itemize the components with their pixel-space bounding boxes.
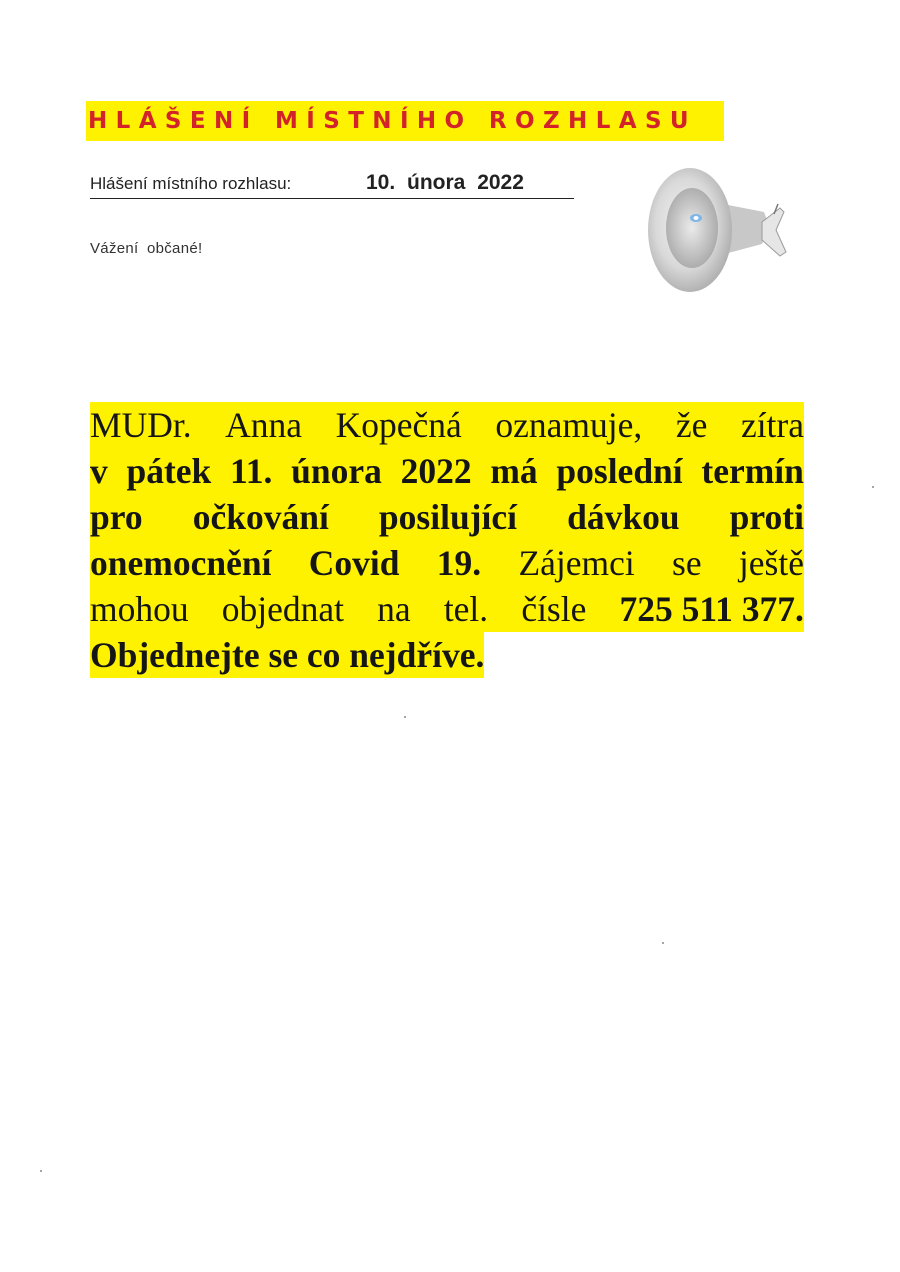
announcement-line-3 [90,494,804,540]
word: onemocnění [90,543,272,583]
word: objednat [221,589,345,629]
word: posilující [378,497,517,537]
closing-sentence: Objednejte se co nejdříve. [90,632,484,678]
date-label: Hlášení místního rozhlasu: [90,174,292,193]
announcement [90,402,804,678]
word: že [675,405,708,445]
announcement-line-6 [90,632,804,678]
scan-speck [872,486,874,488]
word: Anna [225,405,303,445]
word: pro [90,497,143,537]
word: čísle [521,589,587,629]
word: tel. [443,589,489,629]
phone-number: 725 511 377. [619,589,804,629]
word: má [490,451,538,491]
page-title: HLÁŠENÍ MÍSTNÍHO ROZHLASU [86,101,724,141]
word: Kopečná [335,405,462,445]
word: 11. [230,451,273,491]
word: MUDr. [90,405,192,445]
word: termín [701,451,804,491]
word: pátek [126,451,212,491]
word: Zájemci [518,543,635,583]
word: února [291,451,382,491]
word: oznamuje, [495,405,643,445]
scan-speck [40,1170,42,1172]
megaphone-icon [644,160,794,300]
word: 2022 [400,451,472,491]
announcement-line-2 [90,448,804,494]
scan-speck [404,716,406,718]
greeting: Vážení občané! [90,240,203,257]
word: ještě [738,543,804,583]
date-line [90,166,574,199]
date-value: 10. února 2022 [366,171,524,194]
word: Covid [308,543,400,583]
word: mohou [90,589,189,629]
word: dávkou [567,497,680,537]
word: poslední [556,451,683,491]
word: proti [729,497,804,537]
announcement-line-1 [90,402,804,448]
scan-speck [662,942,664,944]
word: 19. [436,543,482,583]
announcement-line-4 [90,540,804,586]
word: zítra [740,405,804,445]
announcement-line-5 [90,586,804,632]
word: na [377,589,411,629]
word: se [672,543,702,583]
word: v [90,451,108,491]
word: očkování [192,497,329,537]
